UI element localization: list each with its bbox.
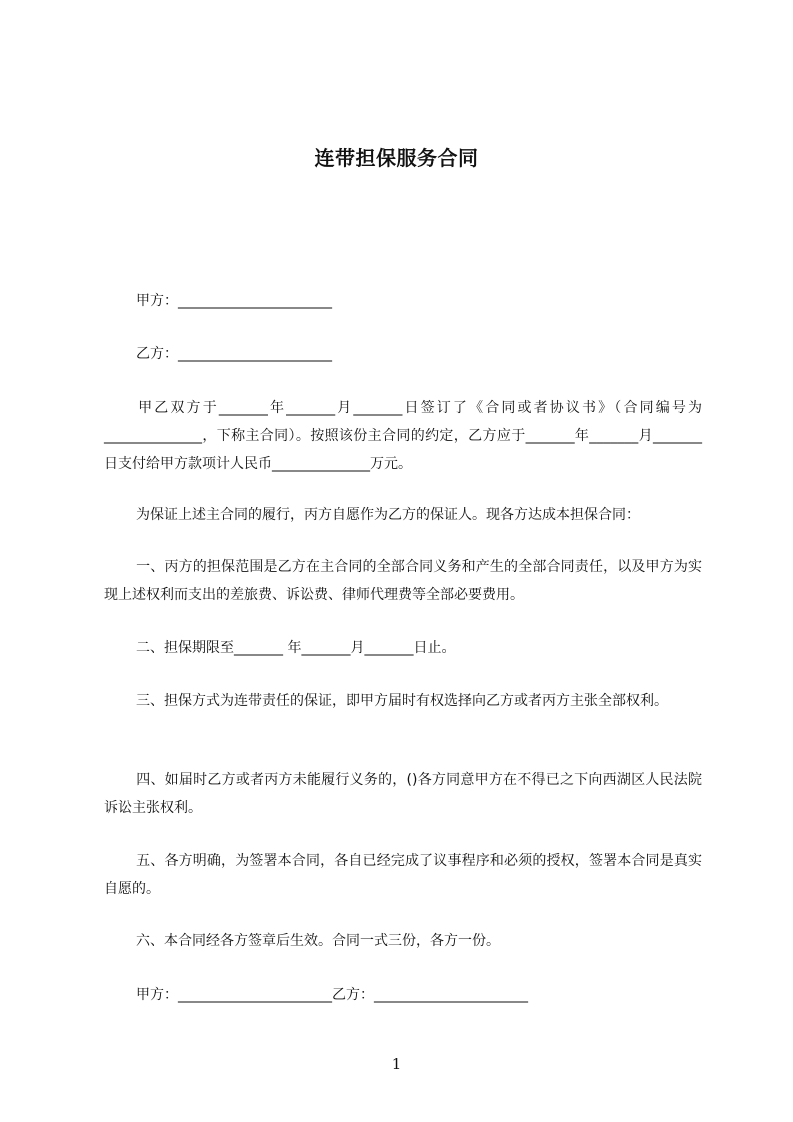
clause-4-text: 四、如届时乙方或者丙方未能履行义务的，()各方同意甲方在不得已之下向西湖区人民法院诉讼主张权利。 bbox=[104, 772, 702, 816]
paragraph-main-contract-text: 甲乙双方于_______年_______月_______日签订了《合同或者协议书》（合同编号为______________，下称主合同）。按照该份主合同的约定，乙方应于_______年_______月_______日支付给甲方款项计人民币______________万元。 bbox=[104, 400, 702, 472]
party-b-line bbox=[104, 340, 704, 368]
paragraph-purpose-text: 为保证上述主合同的履行，丙方自愿作为乙方的保证人。现各方达成本担保合同： bbox=[136, 507, 640, 523]
document-title: 连带担保服务合同 bbox=[314, 146, 479, 170]
paragraph-main-contract bbox=[104, 394, 702, 478]
page-number: 1 bbox=[391, 1055, 402, 1073]
clause-1-text: 一、丙方的担保范围是乙方在主合同的全部合同义务和产生的全部合同责任，以及甲方为实现上述权利而支出的差旅费、诉讼费、律师代理费等全部必要费用。 bbox=[104, 559, 702, 603]
party-b-text: 乙方：______________________ bbox=[136, 346, 332, 362]
clause-2 bbox=[104, 634, 702, 662]
clause-6 bbox=[104, 927, 702, 955]
party-a-text: 甲方：______________________ bbox=[136, 293, 332, 309]
signature-line bbox=[104, 981, 704, 1009]
signature-line-text: 甲方：______________________乙方：______________________ bbox=[136, 987, 528, 1003]
clause-4 bbox=[104, 766, 702, 822]
clause-2-text: 二、担保期限至_______ 年_______月_______日止。 bbox=[136, 640, 456, 656]
clause-3-text: 三、担保方式为连带责任的保证，即甲方届时有权选择向乙方或者丙方主张全部权利。 bbox=[136, 693, 668, 709]
clause-3 bbox=[104, 687, 702, 715]
clause-5 bbox=[104, 847, 702, 903]
party-a-line bbox=[104, 287, 704, 315]
clause-1 bbox=[104, 553, 702, 609]
clause-6-text: 六、本合同经各方签章后生效。合同一式三份，各方一份。 bbox=[136, 933, 500, 949]
clause-5-text: 五、各方明确，为签署本合同，各自已经完成了议事程序和必须的授权，签署本合同是真实自愿的。 bbox=[104, 853, 702, 897]
paragraph-purpose bbox=[104, 501, 702, 529]
